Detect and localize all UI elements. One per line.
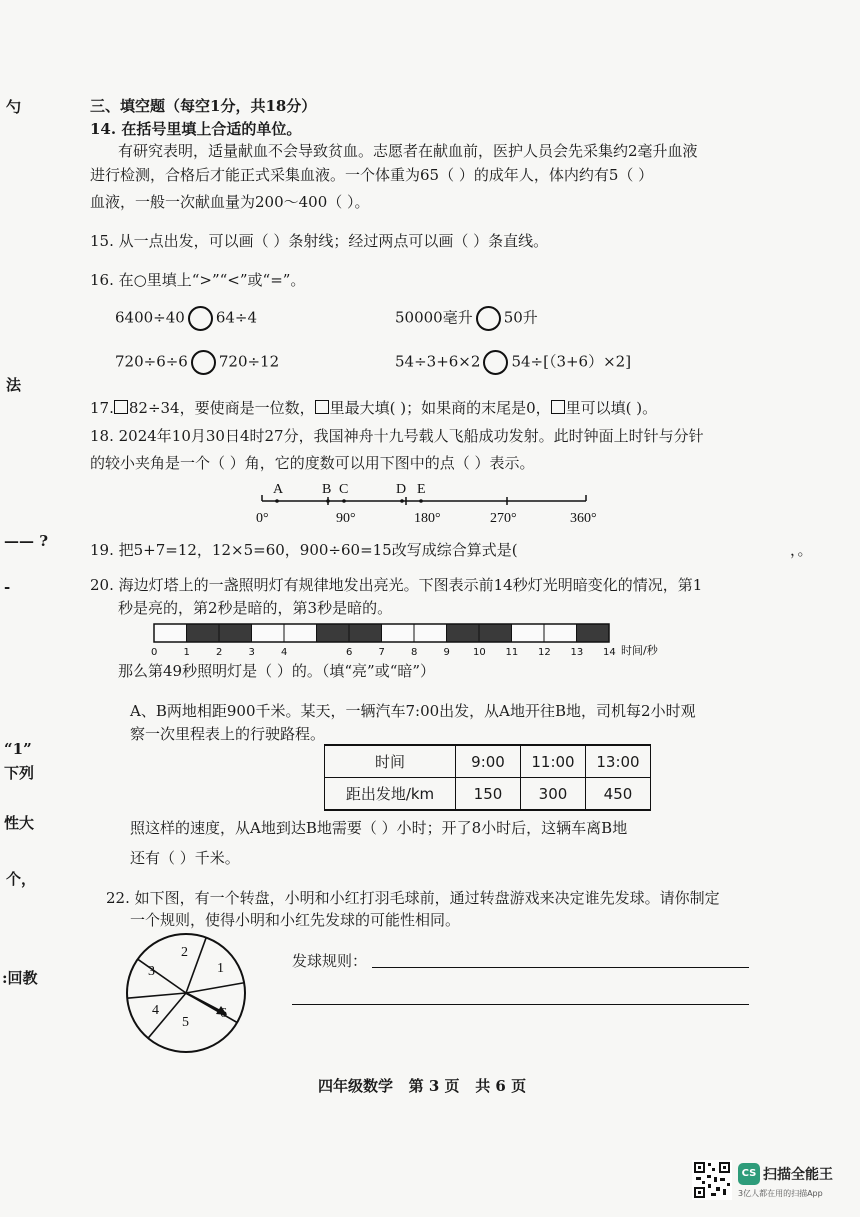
q21-text: 照这样的速度，从A地到达B地需要（ ）小时；开了8小时后，这辆车离B地 — [130, 819, 628, 837]
q19-end: ，。 — [790, 541, 813, 559]
q16-title: 16. 在○里填上“>”“<”或“=”。 — [90, 271, 306, 289]
tick-label: 4 — [281, 647, 288, 658]
margin-fragment: 法 — [6, 376, 22, 394]
expression: 54÷[（3+6）×2] — [511, 352, 632, 371]
q16-item-a — [115, 306, 257, 331]
light-segment — [154, 624, 187, 642]
margin-fragment: - — [4, 578, 11, 596]
table-cell: 300 — [521, 778, 586, 811]
point-label: D — [396, 482, 407, 497]
degree-label: 90° — [336, 511, 356, 526]
q18-text: 的较小夹角是一个（ ）角，它的度数可以用下图中的点（ ）表示。 — [90, 454, 535, 472]
answer-line — [372, 967, 749, 968]
answer-line — [292, 1004, 749, 1005]
question-number: 17. — [90, 399, 114, 417]
expression: 54÷3+6×2 — [395, 352, 481, 371]
dark-segment — [479, 624, 512, 642]
margin-fragment: 下列 — [4, 764, 35, 782]
wheel-divider — [186, 938, 206, 993]
light-segment — [382, 624, 415, 642]
margin-fragment: 性大 — [4, 814, 35, 832]
tick-label: 14 — [603, 647, 616, 658]
dark-segment — [187, 624, 220, 642]
q15-text: 15. 从一点出发，可以画（ ）条射线；经过两点可以画（ ）条直线。 — [90, 232, 549, 250]
compare-circle[interactable] — [476, 306, 501, 331]
dark-segment — [219, 624, 252, 642]
wheel-divider — [127, 993, 186, 998]
wheel-number: 2 — [181, 945, 188, 960]
point-label: A — [273, 482, 284, 497]
q14-title: 14. 在括号里填上合适的单位。 — [90, 120, 302, 138]
wheel-number: 3 — [148, 964, 155, 979]
qr-code-icon — [692, 1160, 732, 1200]
table-cell: 13:00 — [586, 745, 651, 778]
point-label: C — [339, 482, 349, 497]
camscanner-logo: CS — [738, 1163, 760, 1185]
lighthouse-timeline — [145, 620, 705, 662]
rule-label: 发球规则： — [292, 952, 368, 970]
table-cell: 11:00 — [521, 745, 586, 778]
light-segment — [284, 624, 317, 642]
q18-text: 18. 2024年10月30日4时27分，我国神舟十九号载人飞船成功发射。此时钟面上时针与分针 — [90, 427, 704, 445]
margin-fragment: —— ? — [4, 532, 49, 550]
point-label: B — [322, 482, 332, 497]
margin-fragment: :回教 — [2, 969, 38, 987]
point-label: E — [417, 482, 426, 497]
watermark-tagline: 3亿人都在用的扫描App — [738, 1189, 823, 1198]
degree-label: 270° — [490, 511, 517, 526]
degree-label: 360° — [570, 511, 597, 526]
light-segment — [512, 624, 545, 642]
expression: 50升 — [503, 308, 538, 327]
q16-item-b — [395, 306, 538, 331]
spinner-wheel — [124, 928, 254, 1058]
q22-text: 22. 如下图，有一个转盘，小明和小红打羽毛球前，通过转盘游戏来决定谁先发球。请你制定 — [106, 889, 720, 907]
expression: 720÷12 — [218, 352, 280, 371]
q19-text: 19. 把5+7=12，12×5=60，900÷60=15改写成综合算式是( — [90, 541, 518, 559]
table-cell: 150 — [456, 778, 521, 811]
degree-label: 0° — [256, 511, 269, 526]
table-cell: 450 — [586, 778, 651, 811]
light-segment — [252, 624, 285, 642]
q20-text: 20. 海边灯塔上的一盏照明灯有规律地发出亮光。下图表示前14秒灯光明暗变化的情况，第1 — [90, 576, 703, 594]
table-cell: 9:00 — [456, 745, 521, 778]
tick-label: 7 — [378, 647, 385, 658]
tick-label: 13 — [570, 647, 584, 658]
q16-item-d — [395, 350, 631, 375]
dark-segment — [317, 624, 350, 642]
margin-fragment: “1” — [4, 740, 32, 758]
tick-label: 8 — [411, 647, 418, 658]
dark-segment — [577, 624, 610, 642]
wheel-number: 1 — [217, 961, 224, 976]
wheel-divider — [138, 959, 186, 993]
table-row — [325, 778, 651, 811]
table-cell: 时间 — [325, 745, 456, 778]
q17-part: 里最大填( )；如果商的末尾是0， — [329, 399, 551, 417]
axis-label: 时间/秒 — [621, 644, 658, 657]
q17-part: 82÷34，要使商是一位数， — [128, 399, 315, 417]
compare-circle[interactable] — [188, 306, 213, 331]
blank-square — [114, 400, 128, 414]
q20-question: 那么第49秒照明灯是（ ）的。（填“亮”或“暗”） — [118, 662, 436, 680]
page-footer: 四年级数学 第 3 页 共 6 页 — [318, 1077, 527, 1095]
q14-text: 血液，一般一次献血量为200～400（ ）。 — [90, 193, 370, 211]
expression: 64÷4 — [215, 308, 258, 327]
degree-label: 180° — [414, 511, 441, 526]
q20-text: 秒是亮的，第2秒是暗的，第3秒是暗的。 — [118, 599, 393, 617]
wheel-number: 4 — [152, 1003, 159, 1018]
compare-circle[interactable] — [483, 350, 508, 375]
tick-label: 3 — [248, 647, 255, 658]
q22-text: 一个规则，使得小明和小红先发球的可能性相同。 — [130, 911, 461, 929]
tick-label: 1 — [183, 647, 190, 658]
watermark-brand: 扫描全能王 — [763, 1167, 833, 1183]
q21-text: 察一次里程表上的行驶路程。 — [130, 725, 326, 743]
q14-text: 进行检测，合格后才能正式采集血液。一个体重为65（ ）的成年人，体内约有5（ ） — [90, 166, 654, 184]
tick-label: 10 — [473, 647, 486, 658]
expression: 720÷6÷6 — [115, 352, 188, 371]
section-title: 三、填空题（每空1分，共18分） — [90, 97, 317, 115]
dark-segment — [447, 624, 480, 642]
light-segment — [414, 624, 447, 642]
blank-square — [551, 400, 565, 414]
tick-label: 6 — [346, 647, 353, 658]
compare-circle[interactable] — [191, 350, 216, 375]
q21-text: 还有（ ）千米。 — [130, 849, 240, 867]
wheel-number: 5 — [182, 1015, 189, 1030]
margin-fragment: 勺 — [6, 98, 22, 116]
speed-table — [324, 744, 651, 811]
margin-fragment: 个， — [6, 870, 37, 888]
tick-label: 0 — [151, 647, 158, 658]
light-segment — [544, 624, 577, 642]
q17-text — [90, 397, 657, 418]
table-cell: 距出发地/km — [325, 778, 456, 811]
dark-segment — [349, 624, 382, 642]
tick-label: 11 — [505, 647, 519, 658]
blank-square — [315, 400, 329, 414]
angle-number-line — [240, 478, 620, 528]
wheel-divider — [186, 983, 244, 993]
tick-label: 2 — [216, 647, 223, 658]
expression: 50000毫升 — [395, 308, 473, 327]
q16-item-c — [115, 350, 279, 375]
tick-label: 9 — [443, 647, 450, 658]
q17-part: 里可以填( )。 — [565, 399, 658, 417]
q21-text: A、B两地相距900千米。某天，一辆汽车7:00出发，从A地开往B地，司机每2小时观 — [130, 702, 696, 720]
tick-label: 12 — [538, 647, 551, 658]
table-row — [325, 745, 651, 778]
expression: 6400÷40 — [115, 308, 185, 327]
q14-text: 有研究表明，适量献血不会导致贫血。志愿者在献血前，医护人员会先采集约2毫升血液 — [118, 142, 698, 160]
